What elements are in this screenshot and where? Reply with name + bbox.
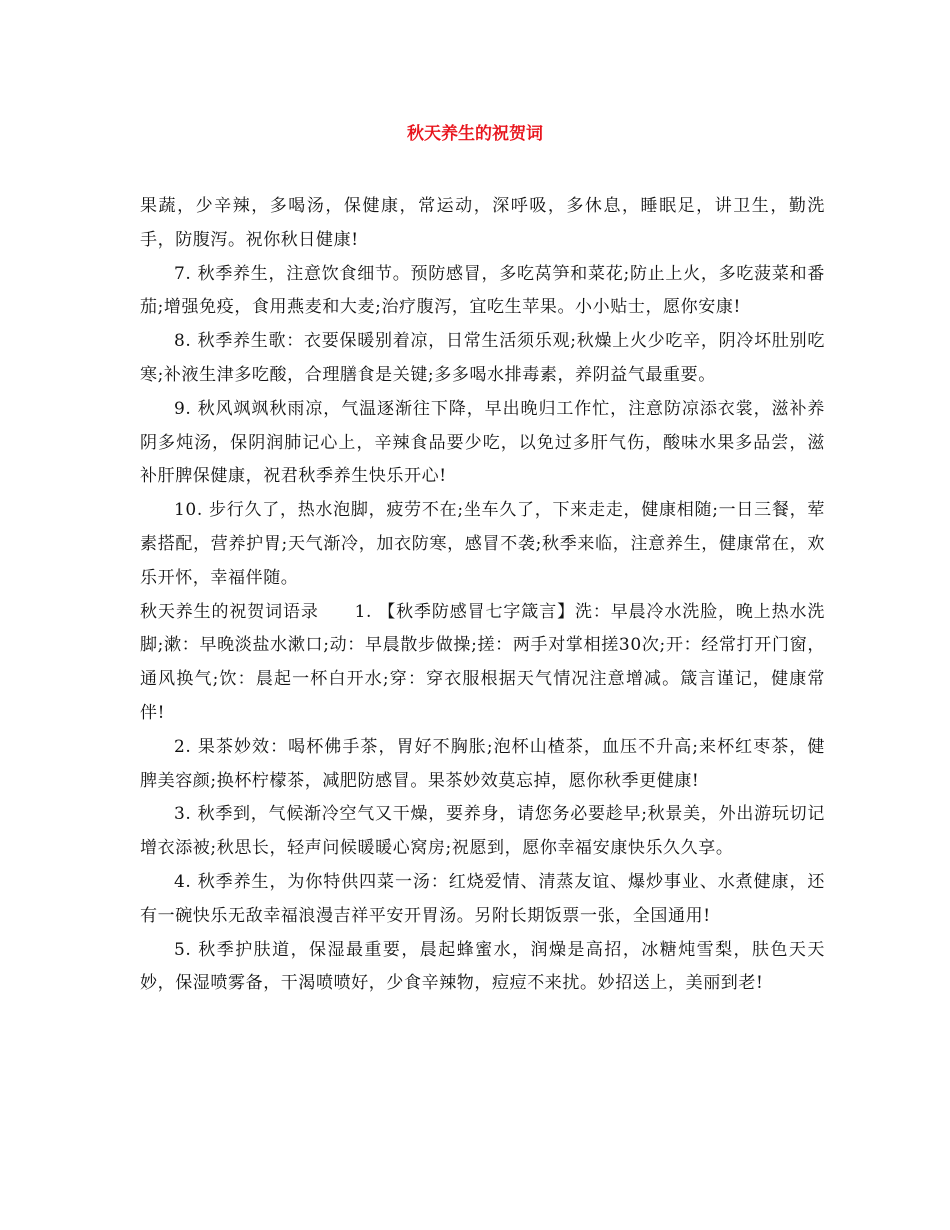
paragraph-item-8: 8. 秋季养生歌：衣要保暖别着凉，日常生活须乐观;秋燥上火少吃辛，阴冷坏肚别吃寒;补液生津多吃酸，合理膳食是关键;多多喝水排毒素，养阴益气最重要。	[140, 331, 825, 385]
document-title: 秋天养生的祝贺词	[407, 124, 543, 144]
paragraph-continuation: 果蔬，少辛辣，多喝汤，保健康，常运动，深呼吸，多休息，睡眠足，讲卫生，勤洗手，防腹泻。祝你秋日健康!	[140, 196, 825, 250]
paragraph-section-quotes-item-1: 秋天养生的祝贺词语录 1. 【秋季防感冒七字箴言】洗：早晨冷水洗脸，晚上热水洗脚;漱：早晚淡盐水漱口;动：早晨散步做操;搓：两手对掌相搓30次;开：经常打开门窗，通风换气;饮：晨起一杯白开水;穿：穿衣服根据天气情况注意增减。箴言谨记，健康常伴!	[140, 601, 825, 723]
paragraph-item-2: 2. 果茶妙效：喝杯佛手茶，胃好不胸胀;泡杯山楂茶，血压不升高;来杯红枣茶，健脾美容颜;换杯柠檬茶，减肥防感冒。果茶妙效莫忘掉，愿你秋季更健康!	[140, 736, 825, 791]
paragraph-item-5: 5. 秋季护肤道，保湿最重要，晨起蜂蜜水，润燥是高招，冰糖炖雪梨，肤色天天妙，保湿喷雾备，干渴喷喷好，少食辛辣物，痘痘不来扰。妙招送上，美丽到老!	[140, 939, 825, 994]
paragraph-item-4: 4. 秋季养生，为你特供四菜一汤：红烧爱情、清蒸友谊、爆炒事业、水煮健康，还有一碗快乐无敌幸福浪漫吉祥平安开胃汤。另附长期饭票一张，全国通用!	[140, 871, 825, 926]
paragraph-item-10: 10. 步行久了，热水泡脚，疲劳不在;坐车久了，下来走走，健康相随;一日三餐，荤素搭配，营养护胃;天气渐冷，加衣防寒，感冒不袭;秋季来临，注意养生，健康常在，欢乐开怀，幸福伴随。	[140, 500, 825, 588]
paragraph-item-9: 9. 秋风飒飒秋雨凉，气温逐渐往下降，早出晚归工作忙，注意防凉添衣裳，滋补养阴多炖汤，保阴润肺记心上，辛辣食品要少吃，以免过多肝气伤，酸味水果多品尝，滋补肝脾保健康，祝君秋季养生快乐开心!	[140, 398, 825, 487]
paragraph-item-3: 3. 秋季到，气候渐冷空气又干燥，要养身，请您务必要趁早;秋景美，外出游玩切记增衣添被;秋思长，轻声问候暖暖心窝房;祝愿到，愿你幸福安康快乐久久享。	[140, 804, 825, 859]
paragraph-item-7: 7. 秋季养生，注意饮食细节。预防感冒，多吃莴笋和菜花;防止上火，多吃菠菜和番茄;增强免疫，食用燕麦和大麦;治疗腹泻，宜吃生苹果。小小贴士，愿你安康!	[140, 263, 825, 318]
document-body	[140, 190, 825, 1001]
